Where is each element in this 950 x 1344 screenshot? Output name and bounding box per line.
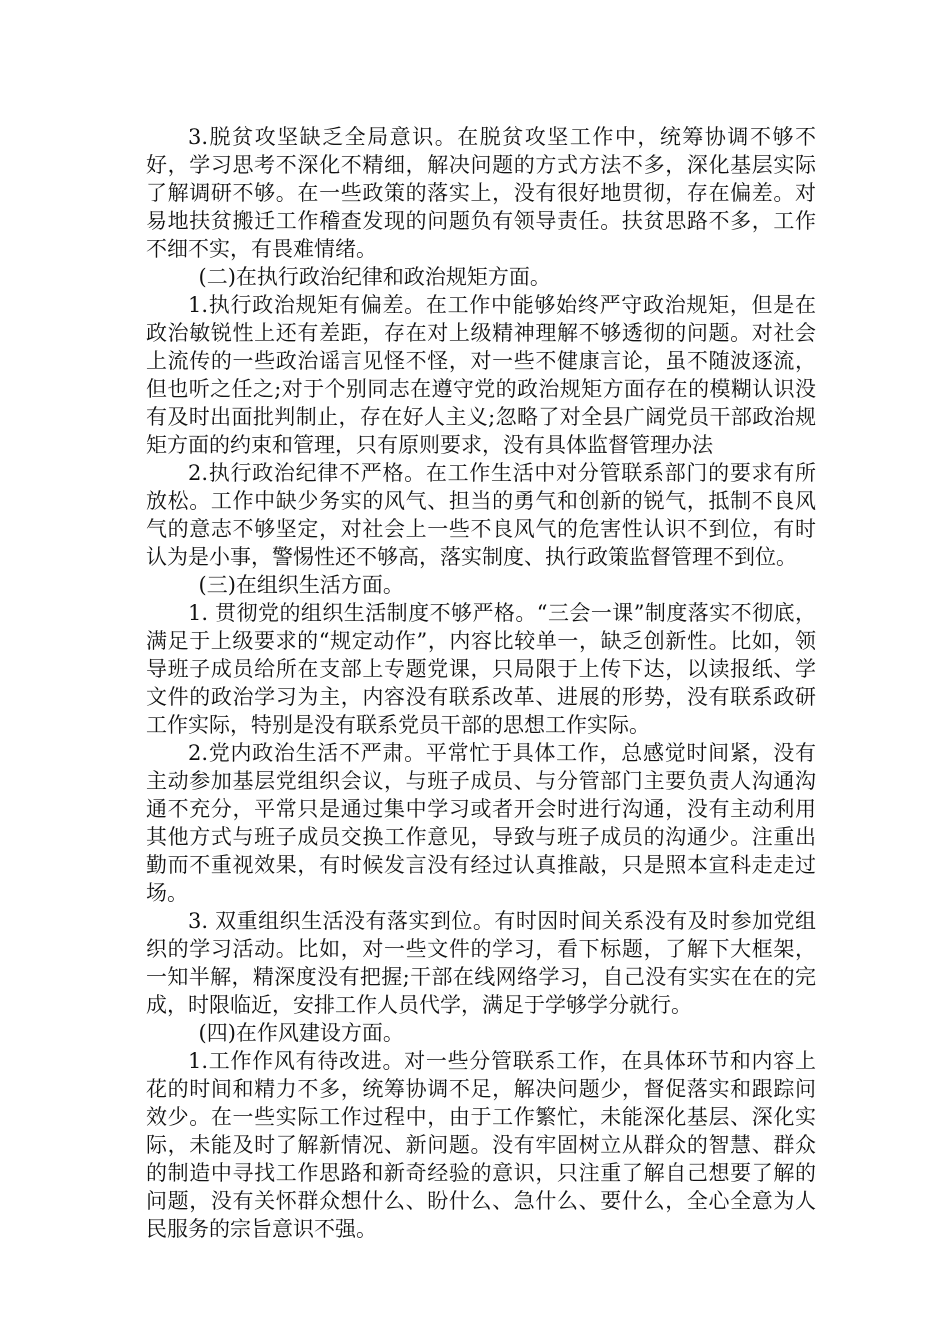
paragraph-dual-organizational-life: 3. 双重组织生活没有落实到位。有时因时间关系没有及时参加党组织的学习活动。比如，对一些文件的学习，看下标题，了解下大框架，一知半解，精深度没有把握;干部在线网络学习，自己没有实实在在的完成，时限临近，安排工作人员代学，满足于学够学分就行。 <box>146 909 816 1017</box>
section-heading-organizational-life: (三)在组织生活方面。 <box>198 573 404 597</box>
paragraph-work-style: 1.工作作风有待改进。对一些分管联系工作，在具体环节和内容上花的时间和精力不多，统筹协调不足，解决问题少，督促落实和跟踪问效少。在一些实际工作过程中，由于工作繁忙，未能深化基层、深化实际，未能及时了解新情况、新问题。没有牢固树立从群众的智慧、群众的制造中寻找工作思路和新奇经验的意识，只注重了解自己想要了解的问题，没有关怀群众想什么、盼什么、急什么、要什么，全心全意为人民服务的宗旨意识不强。 <box>146 1049 816 1241</box>
section-heading-work-style: (四)在作风建设方面。 <box>198 1021 404 1045</box>
paragraph-poverty-alleviation: 3.脱贫攻坚缺乏全局意识。在脱贫攻坚工作中，统筹协调不够不好，学习思考不深化不精细，解决问题的方式方法不多，深化基层实际了解调研不够。在一些政策的落实上，没有很好地贯彻，存在偏差。对易地扶贫搬迁工作稽查发现的问题负有领导责任。扶贫思路不多，工作不细不实，有畏难情绪。 <box>146 125 816 261</box>
paragraph-political-discipline: 2.执行政治纪律不严格。在工作生活中对分管联系部门的要求有所放松。工作中缺少务实的风气、担当的勇气和创新的锐气，抵制不良风气的意志不够坚定，对社会上一些不良风气的危害性认识不到位，有时认为是小事，警惕性还不够高，落实制度、执行政策监督管理不到位。 <box>146 461 816 569</box>
paragraph-political-rules: 1.执行政治规矩有偏差。在工作中能够始终严守政治规矩，但是在政治敏锐性上还有差距，存在对上级精神理解不够透彻的问题。对社会上流传的一些政治谣言见怪不怪，对一些不健康言论，虽不随波逐流，但也听之任之;对于个别同志在遵守党的政治规矩方面存在的模糊认识没有及时出面批判制止，存在好人主义;忽略了对全县广阔党员干部政治规矩方面的约束和管理，只有原则要求，没有具体监督管理办法 <box>146 293 816 457</box>
paragraph-inner-party-life: 2.党内政治生活不严肃。平常忙于具体工作，总感觉时间紧，没有主动参加基层党组织会议，与班子成员、与分管部门主要负责人沟通沟通不充分，平常只是通过集中学习或者开会时进行沟通，没有主动利用其他方式与班子成员交换工作意见，导致与班子成员的沟通少。注重出勤而不重视效果，有时候发言没有经过认真推敲，只是照本宣科走走过场。 <box>146 741 816 905</box>
paragraph-organizational-system: 1. 贯彻党的组织生活制度不够严格。“三会一课”制度落实不彻底，满足于上级要求的“规定动作”，内容比较单一，缺乏创新性。比如，领导班子成员给所在支部上专题党课，只局限于上传下达，以读报纸、学文件的政治学习为主，内容没有联系改革、进展的形势，没有联系政研工作实际，特别是没有联系党员干部的思想工作实际。 <box>146 601 816 737</box>
section-heading-political-discipline: (二)在执行政治纪律和政治规矩方面。 <box>198 265 551 289</box>
document-body <box>146 123 816 1243</box>
